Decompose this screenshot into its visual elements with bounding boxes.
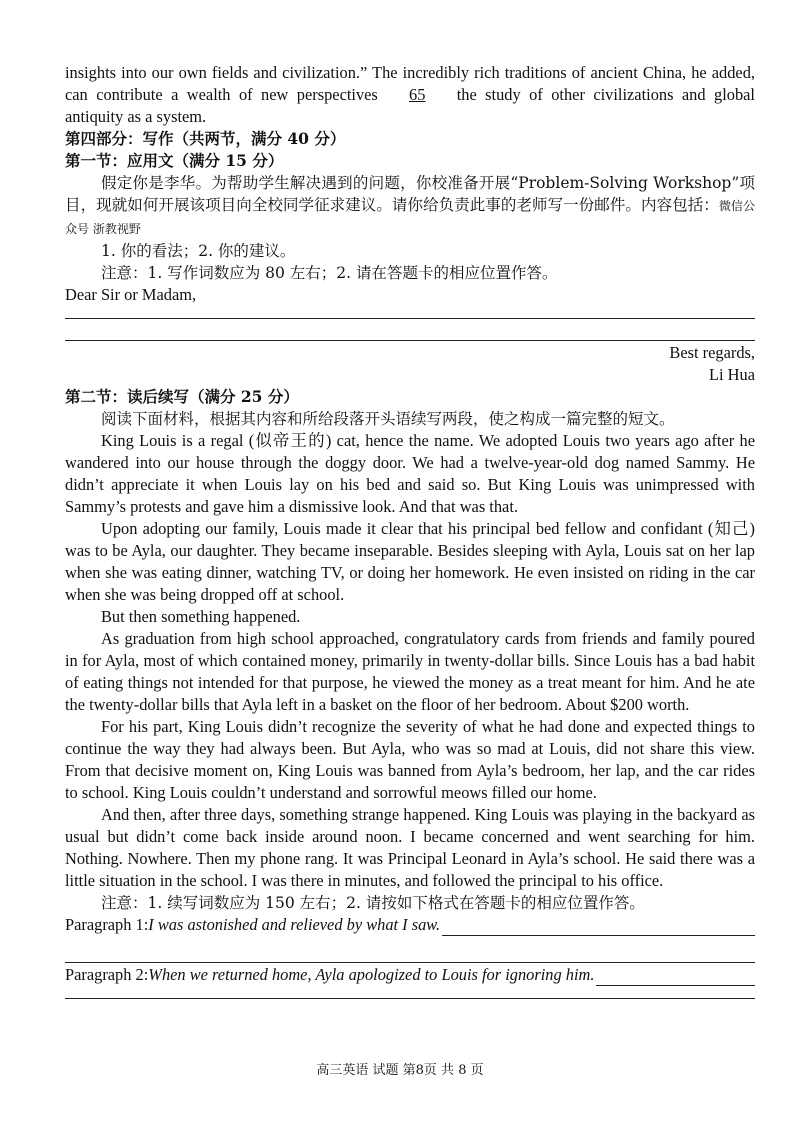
paragraph2-label: Paragraph 2: (65, 965, 149, 984)
writing-line (65, 998, 755, 999)
writing-line (596, 967, 755, 986)
passage-text-start: insights into our own fields and civilization.” The incredibly rich traditions of ancient China, he added, can contribute a wealth of new perspectives (65, 63, 755, 104)
section2-heading: 第二节：读后续写（满分 25 分） (65, 387, 299, 406)
paragraph2-start: When we returned home, Ayla apologized to Louis for ignoring him. (148, 965, 595, 984)
story-paragraph: Upon adopting our family, Louis made it clear that his principal bed fellow and confidant (知己) was to be Ayla, our daughter. They became inseparable. Besides sleeping with Ayla, Louis sat on her lap when she was eating dinner, watching TV, or doing her homework. He even insisted on riding in the car when she was being dropped off at school. (65, 519, 755, 604)
section2 (65, 386, 755, 936)
writing-line (65, 340, 755, 341)
section1-points: 1. 你的看法；2. 你的建议。 (101, 242, 296, 260)
section1-heading: 第一节：应用文（满分 15 分） (65, 151, 284, 170)
top-passage (65, 62, 755, 128)
section1-note: 注意：1. 写作词数应为 80 左右；2. 请在答题卡的相应位置作答。 (101, 264, 558, 282)
paragraph2-starter (65, 964, 755, 986)
blank-65: 65 (409, 85, 426, 104)
closing: Best regards, (669, 343, 755, 362)
paragraph1-starter (65, 914, 755, 936)
section2-instruction: 阅读下面材料，根据其内容和所给段落开头语续写两段，使之构成一篇完整的短文。 (101, 410, 675, 428)
part4-heading: 第四部分：写作（共两节，满分 40 分） (65, 129, 346, 148)
paragraph1-label: Paragraph 1: (65, 915, 149, 934)
section1-prompt-text: 假定你是李华。为帮助学生解决遇到的问题，你校准备开展“Problem-Solving Workshop”项目，现就如何开展该项目向全校同学征求建议。请你给负责此事的老师写一份邮件。内容包括： (65, 174, 755, 214)
section1-prompt (65, 172, 755, 306)
story-paragraph: As graduation from high school approached, congratulatory cards from friends and family poured in for Ayla, most of which contained money, primarily in twenty-dollar bills. Since Louis has a bad habit of eating things not intended for that purpose, he viewed the money as a treat meant for him. And he ate the twenty-dollar bills that Ayla left in a basket on the floor of her bedroom. About $200 worth. (65, 629, 755, 714)
section2-note: 注意：1. 续写词数应为 150 左右；2. 请按如下格式在答题卡的相应位置作答。 (101, 894, 645, 912)
email-closing (65, 342, 755, 386)
passage-text-end: the study of other civilizations and global antiquity as a system. (65, 85, 755, 126)
paragraph2-block (65, 964, 755, 986)
signature: Li Hua (709, 365, 755, 384)
part4-header (65, 128, 755, 172)
story-paragraph: And then, after three days, something strange happened. King Louis was playing in the backyard as usual but didn’t come back inside around noon. I became concerned and went searching for him. Nothing. Nowhere. Then my phone rang. It was Principal Leonard in Ayla’s school. He said there was a little situation in the school. I was there in minutes, and followed the principal to his office. (65, 805, 755, 890)
writing-line (65, 318, 755, 319)
watermark: 微信公众号 浙教视野 (65, 199, 755, 236)
story-paragraph: King Louis is a regal (似帝王的) cat, hence the name. We adopted Louis two years ago after he wandered into our house through the doggy door. We had a twelve-year-old dog named Sammy. He didn’t appreciate it when Louis lay on his bed and said so. But King Louis was unimpressed with Sammy’s protests and gave him a dismissive look. And that was that. (65, 431, 755, 516)
writing-line (65, 962, 755, 963)
paragraph1-start: I was astonished and relieved by what I saw. (148, 915, 441, 934)
writing-line (442, 917, 755, 936)
story-paragraph: But then something happened. (101, 607, 301, 626)
salutation: Dear Sir or Madam, (65, 285, 197, 304)
story-paragraph: For his part, King Louis didn’t recognize the severity of what he had done and expected things to continue the way they had always been. But Ayla, who was so mad at Louis, did not share this view. From that decisive moment on, King Louis was banned from Ayla’s bedroom, her lap, and the car rides to school. King Louis couldn’t understand and sorrowful meows filled our home. (65, 717, 755, 802)
page-footer: 高三英语 试题 第8页 共 8 页 (316, 1063, 484, 1078)
